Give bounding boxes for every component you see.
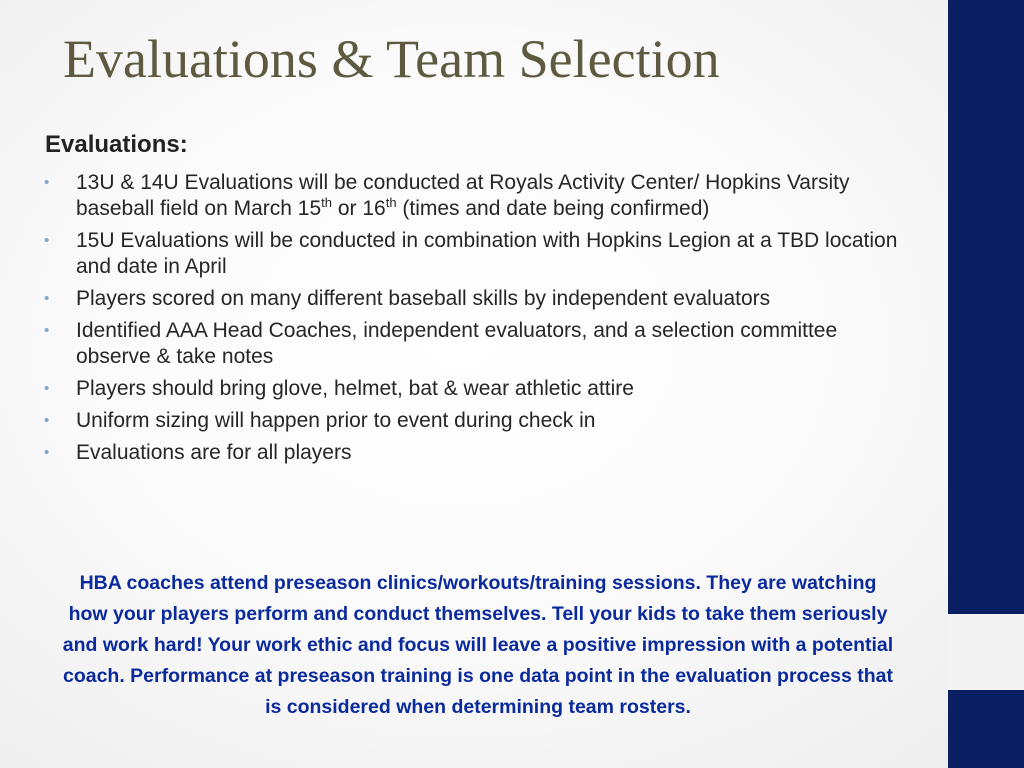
superscript: th xyxy=(321,195,332,210)
bullet-icon: • xyxy=(44,412,50,429)
section-heading: Evaluations: xyxy=(45,131,188,158)
bullet-text: Identified AAA Head Coaches, independent evaluators, and a selection committee observe & take notes xyxy=(76,319,838,368)
bullet-icon: • xyxy=(44,444,50,461)
bullet-text: 13U & 14U Evaluations will be conducted at Royals Activity Center/ Hopkins Varsity baseball field on March 15 xyxy=(76,171,850,220)
bullet-text: Players scored on many different baseball skills by independent evaluators xyxy=(76,287,771,310)
bullet-item xyxy=(44,286,904,312)
bullet-text: Uniform sizing will happen prior to event during check in xyxy=(76,409,596,432)
bullet-item xyxy=(44,376,904,402)
bullet-text: Players should bring glove, helmet, bat & wear athletic attire xyxy=(76,377,634,400)
bullet-list xyxy=(44,170,904,472)
bullet-item xyxy=(44,440,904,466)
bullet-text: 15U Evaluations will be conducted in combination with Hopkins Legion at a TBD location and date in April xyxy=(76,229,898,278)
bullet-text: Evaluations are for all players xyxy=(76,441,352,464)
bullet-item xyxy=(44,408,904,434)
bullet-icon: • xyxy=(44,174,50,191)
bullet-item xyxy=(44,170,904,222)
accent-bar-gap xyxy=(948,614,1024,690)
bullet-icon: • xyxy=(44,232,50,249)
bullet-icon: • xyxy=(44,290,50,307)
bullet-text: (times and date being confirmed) xyxy=(396,197,710,220)
bullet-item xyxy=(44,228,904,280)
bullet-text: or 16 xyxy=(332,197,386,220)
bullet-icon: • xyxy=(44,380,50,397)
superscript: th xyxy=(385,195,397,210)
accent-bar-bottom xyxy=(948,690,1024,768)
bullet-icon: • xyxy=(44,322,50,339)
coach-note: HBA coaches attend preseason clinics/workouts/training sessions. They are watching how your players perform and conduct themselves. Tell your kids to take them seriously and work hard! Your work ethic and focus will leave a positive impression with a potential coach. Performance at preseason training is one data point in the evaluation process that is considered when determining team rosters. xyxy=(62,571,894,718)
bullet-item xyxy=(44,318,904,370)
slide-title: Evaluations & Team Selection xyxy=(63,29,720,89)
accent-bar-top xyxy=(948,0,1024,614)
